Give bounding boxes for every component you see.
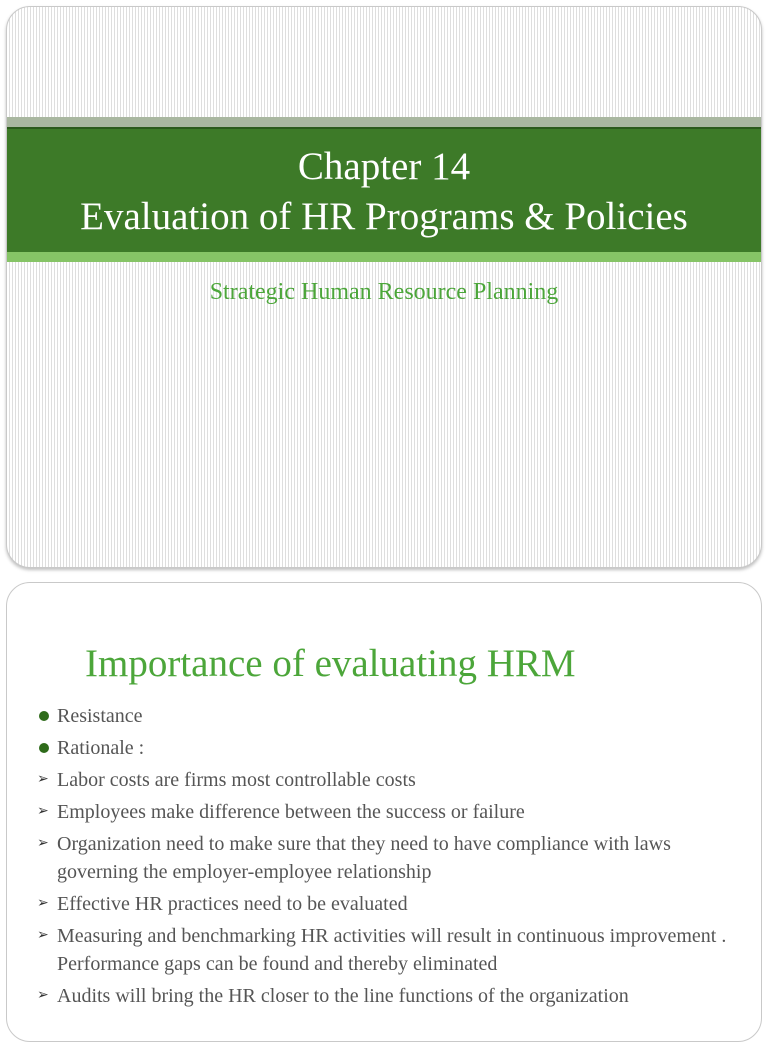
arrowhead-bullet-icon: ➢ [37,803,49,819]
bullet-list [37,702,737,1014]
round-bullet-icon [37,734,55,762]
arrowhead-bullet-icon: ➢ [37,927,49,943]
bullet-item [37,922,737,978]
bullet-item [37,734,737,762]
bullet-text: Employees make difference between the success or failure [57,801,525,823]
arrowhead-bullet-icon: ➢ [37,771,49,787]
bullet-text: Organization need to make sure that they need to have compliance with laws governing the employer-employee relationship [57,833,671,883]
bullet-item [37,702,737,730]
bullet-text: Audits will bring the HR closer to the line functions of the organization [57,985,629,1007]
title-slide [6,6,762,568]
bullet-text: Rationale : [57,737,145,759]
arrowhead-bullet-icon: ➢ [37,987,49,1003]
chapter-title: Chapter 14 [297,145,471,188]
bullet-item [37,890,737,918]
bullet-item [37,798,737,826]
arrowhead-bullet-icon: ➢ [37,895,49,911]
content-slide [6,582,762,1042]
bullet-text: Effective HR practices need to be evaluated [57,893,408,915]
round-bullet-icon [37,702,55,730]
title-upper-band [7,117,761,127]
arrowhead-bullet-icon: ➢ [37,835,49,851]
bullet-item [37,830,737,886]
course-subtitle: Strategic Human Resource Planning [209,279,559,305]
bullet-text: Measuring and benchmarking HR activities will result in continuous improvement . Performance gaps can be found and thereby eliminated [57,925,727,975]
bullet-item [37,982,737,1010]
slide-heading: Importance of evaluating HRM [85,642,576,685]
chapter-subtitle: Evaluation of HR Programs & Policies [80,195,688,238]
title-lower-band [7,252,761,262]
bullet-text: Resistance [57,705,143,727]
bullet-item [37,766,737,794]
title-band [7,127,761,252]
bullet-text: Labor costs are firms most controllable costs [57,769,416,791]
